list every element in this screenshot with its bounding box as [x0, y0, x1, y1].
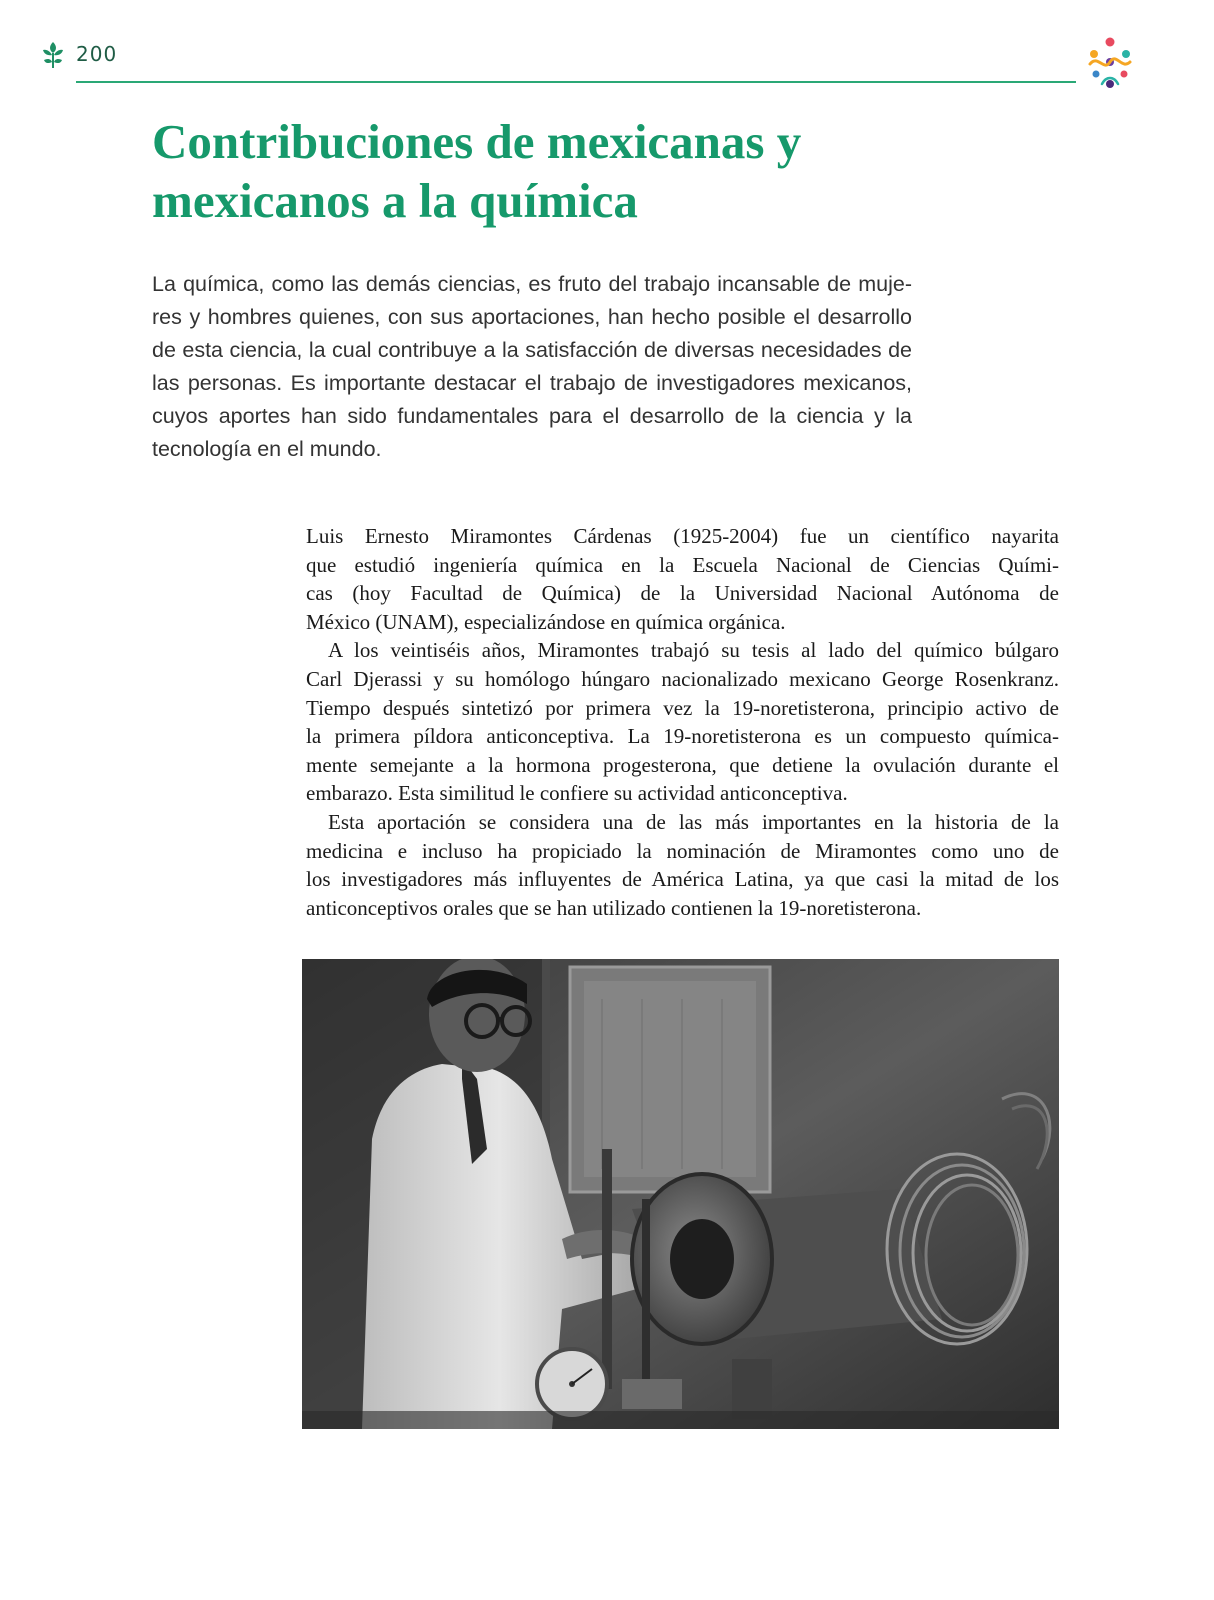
intro-line: tecnología en el mundo.	[152, 437, 382, 461]
page-number: 200	[76, 42, 118, 66]
colorful-dots-logo-icon	[1082, 34, 1138, 90]
body-line: Esta aportación se considera una de las más importantes en la historia de la	[328, 809, 1059, 834]
body-line: cas (hoy Facultad de Química) de la Universidad Nacional Autónoma de	[306, 581, 1059, 606]
body-line: mente semejante a la hormona progesterona, que detiene la ovulación durante el	[306, 752, 1059, 777]
leaf-emblem-icon	[40, 40, 66, 70]
lab-photo-icon	[302, 959, 1059, 1429]
body-line: medicina e incluso ha propiciado la nominación de Miramontes como uno de	[306, 838, 1059, 863]
body-text	[306, 522, 1059, 922]
body-line: los investigadores más influyentes de América Latina, ya que casi la mitad de los	[306, 867, 1059, 892]
intro-line: cuyos aportes han sido fundamentales para el desarrollo de la ciencia y la	[152, 404, 912, 428]
intro-line: La química, como las demás ciencias, es fruto del trabajo incansable de muje-	[152, 272, 912, 296]
body-line: Tiempo después sintetizó por primera vez la 19-noretisterona, principio activo de	[306, 695, 1059, 720]
intro-line: las personas. Es importante destacar el trabajo de investigadores mexicanos,	[152, 371, 912, 395]
page-title	[152, 112, 912, 230]
intro-paragraph	[152, 268, 912, 466]
intro-line: de esta ciencia, la cual contribuye a la satisfacción de diversas necesidades de	[152, 338, 912, 362]
body-line: Carl Djerassi y su homólogo húngaro nacionalizado mexicano George Rosenkranz.	[306, 666, 1059, 691]
body-line: embarazo. Esta similitud le confiere su actividad anticonceptiva.	[306, 781, 848, 806]
body-paragraph	[306, 522, 1059, 636]
body-line: México (UNAM), especializándose en química orgánica.	[306, 609, 786, 634]
body-line: Luis Ernesto Miramontes Cárdenas (1925-2004) fue un científico nayarita	[306, 524, 1059, 548]
body-line: A los veintiséis años, Miramontes trabajó su tesis al lado del químico búlgaro	[328, 638, 1059, 663]
title-line: mexicanos a la química	[152, 173, 638, 228]
body-paragraph	[306, 636, 1059, 808]
intro-line: res y hombres quienes, con sus aportaciones, han hecho posible el desarrollo	[152, 305, 912, 329]
header-rule	[76, 81, 1076, 83]
body-line: la primera píldora anticonceptiva. La 19-noretisterona es un compuesto química-	[306, 724, 1059, 749]
body-line: que estudió ingeniería química en la Escuela Nacional de Ciencias Quími-	[306, 552, 1059, 577]
body-paragraph	[306, 808, 1059, 922]
title-line: Contribuciones de mexicanas y	[152, 114, 802, 169]
body-line: anticonceptivos orales que se han utilizado contienen la 19-noretisterona.	[306, 895, 922, 920]
